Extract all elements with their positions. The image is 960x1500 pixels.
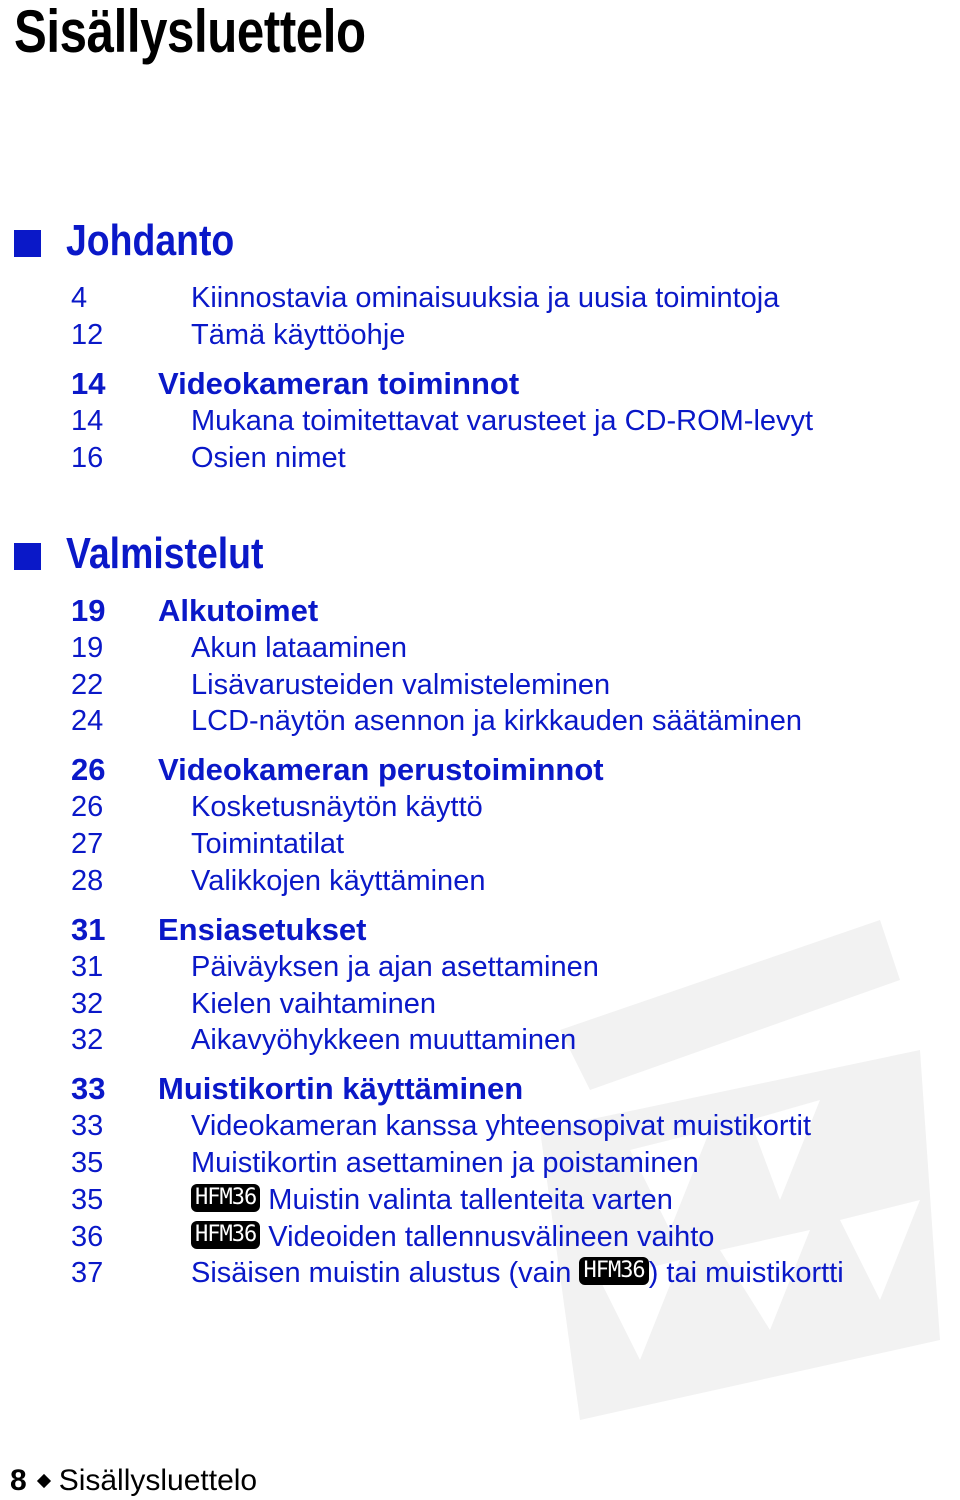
toc-entry-text	[191, 1182, 673, 1218]
toc-page-number: 14	[71, 366, 106, 401]
page-footer	[10, 1462, 257, 1500]
toc-entry-row[interactable]	[0, 1219, 960, 1255]
toc-entry-text: Lisävarusteiden valmisteleminen	[191, 669, 611, 701]
footer-label: Sisällysluettelo	[58, 1464, 258, 1497]
section-title: Johdanto	[66, 216, 235, 265]
toc-entry-row[interactable]	[0, 949, 960, 985]
toc-page-number: 26	[71, 791, 104, 823]
toc-page-number: 12	[71, 319, 104, 351]
square-bullet-icon	[14, 230, 41, 257]
toc-subheading-row[interactable]	[0, 912, 960, 948]
footer-page-number: 8	[10, 1464, 27, 1497]
toc-entry-text-before: Sisäisen muistin alustus (vain	[191, 1257, 580, 1289]
toc-page-number: 19	[71, 632, 104, 664]
toc-entry-text: Ensiasetukset	[158, 912, 367, 947]
toc-entry-row[interactable]	[0, 1022, 960, 1058]
toc-page-number: 35	[71, 1184, 104, 1216]
toc-entry-row[interactable]	[0, 1145, 960, 1181]
diamond-icon	[37, 1474, 51, 1488]
toc-entry-row[interactable]	[0, 630, 960, 666]
toc-entry-text-after: ) tai muistikortti	[648, 1257, 844, 1289]
toc-page-number: 19	[71, 593, 106, 628]
toc-subheading-row[interactable]	[0, 1071, 960, 1107]
toc-entry-row[interactable]	[0, 667, 960, 703]
model-badge-icon: HFM36	[191, 1184, 260, 1212]
toc-entry-row[interactable]	[0, 280, 960, 316]
toc-entry-text: Tämä käyttöohje	[191, 319, 406, 351]
toc-entry-text: Videokameran toiminnot	[158, 366, 520, 401]
toc-entry-text: Muistikortin asettaminen ja poistaminen	[191, 1147, 699, 1179]
page-title: Sisällysluettelo	[14, 0, 366, 65]
toc-page-number: 26	[71, 752, 106, 787]
toc-entry-text: Akun lataaminen	[191, 632, 408, 664]
model-badge-icon: HFM36	[191, 1221, 260, 1249]
toc-entry-row[interactable]	[0, 863, 960, 899]
toc-page-number: 22	[71, 669, 104, 701]
toc-page-number: 31	[71, 951, 104, 983]
toc-entry-row[interactable]	[0, 826, 960, 862]
toc-entry-label: Videoiden tallennusvälineen vaihto	[268, 1221, 715, 1253]
toc-entry-row[interactable]	[0, 317, 960, 353]
toc-entry-row[interactable]	[0, 703, 960, 739]
toc-entry-text: Aikavyöhykkeen muuttaminen	[191, 1024, 577, 1056]
toc-entry-text	[191, 1255, 844, 1291]
toc-entry-row[interactable]	[0, 1255, 960, 1291]
toc-page-number: 16	[71, 442, 104, 474]
square-bullet-icon	[14, 543, 41, 570]
toc-subheading-row[interactable]	[0, 366, 960, 402]
toc-entry-text: Muistikortin käyttäminen	[158, 1071, 524, 1106]
toc-entry-text: Kielen vaihtaminen	[191, 988, 437, 1020]
toc-page-number: 28	[71, 865, 104, 897]
toc-page-number: 33	[71, 1071, 106, 1106]
toc-page-number: 27	[71, 828, 104, 860]
toc-entry-row[interactable]	[0, 1108, 960, 1144]
toc-entry-text: Alkutoimet	[158, 593, 319, 628]
toc-entry-text: Päiväyksen ja ajan asettaminen	[191, 951, 599, 983]
toc-entry-text: Toimintatilat	[191, 828, 345, 860]
toc-entry-text: Kiinnostavia ominaisuuksia ja uusia toimintoja	[191, 282, 780, 314]
toc-page-number: 37	[71, 1257, 104, 1289]
model-badge-icon: HFM36	[579, 1257, 648, 1285]
toc-page-number: 14	[71, 405, 104, 437]
toc-entry-text: Osien nimet	[191, 442, 346, 474]
toc-entry-text: Valikkojen käyttäminen	[191, 865, 486, 897]
toc-entry-text	[191, 1219, 714, 1255]
toc-entry-row[interactable]	[0, 403, 960, 439]
toc-page-number: 33	[71, 1110, 104, 1142]
toc-page-number: 36	[71, 1221, 104, 1253]
toc-entry-text: Kosketusnäytön käyttö	[191, 791, 483, 823]
toc-page-number: 24	[71, 705, 104, 737]
toc-page-number: 35	[71, 1147, 104, 1179]
toc-entry-text: Videokameran perustoiminnot	[158, 752, 604, 787]
toc-entry-label: Muistin valinta tallenteita varten	[268, 1184, 673, 1216]
toc-page-number: 32	[71, 1024, 104, 1056]
toc-entry-row[interactable]	[0, 1182, 960, 1218]
toc-entry-row[interactable]	[0, 440, 960, 476]
toc-page-number: 31	[71, 912, 106, 947]
toc-entry-row[interactable]	[0, 789, 960, 825]
section-title: Valmistelut	[66, 529, 264, 578]
toc-entry-row[interactable]	[0, 986, 960, 1022]
toc-entry-text: LCD-näytön asennon ja kirkkauden säätäminen	[191, 705, 802, 737]
toc-page-number: 4	[71, 282, 88, 314]
toc-entry-text: Mukana toimitettavat varusteet ja CD-ROM-levyt	[191, 405, 814, 437]
toc-subheading-row[interactable]	[0, 752, 960, 788]
toc-entry-text: Videokameran kanssa yhteensopivat muistikortit	[191, 1110, 812, 1142]
toc-page-number: 32	[71, 988, 104, 1020]
toc-subheading-row[interactable]	[0, 593, 960, 629]
